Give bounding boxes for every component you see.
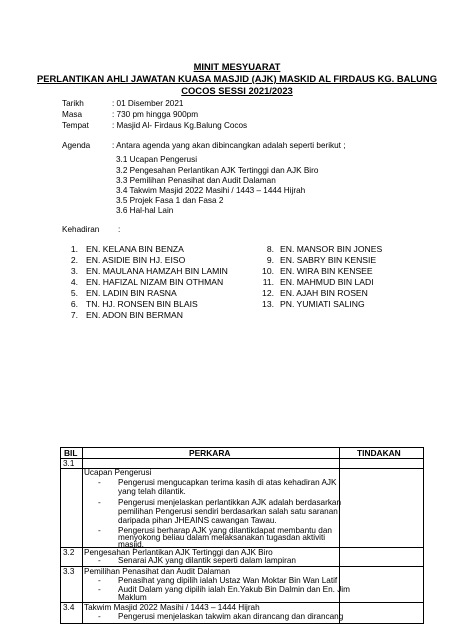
bullet-dash: - <box>98 612 101 621</box>
table-row-text: pemilihan Pengerusi sendiri berdasarkan salah satu saranan <box>118 507 338 516</box>
agenda-item: 3.2 Pengesahan Perlantikan AJK Tertinggi dan AJK Biro <box>116 166 319 175</box>
table-column-divider <box>339 448 340 623</box>
table-row-text: yang telah dilantik. <box>118 487 186 496</box>
attendee-number: 1. <box>70 244 78 254</box>
document-title: MINIT MESYUARAT <box>193 61 281 72</box>
attendee-name: PN. YUMIATI SALING <box>280 299 365 309</box>
table-row-text: Pengerusi menjelaskan perlantikkan AJK adalah berdasarkan <box>118 498 342 507</box>
kehadiran-colon: : <box>118 225 121 234</box>
table-header-perkara: PERKARA <box>189 448 231 458</box>
meta-value-tempat: : Masjid Al- Firdaus Kg.Balung Cocos <box>112 121 248 130</box>
table-row-title: Ucapan Pengerusi <box>84 468 152 477</box>
agenda-intro: : Antara agenda yang akan dibincangkan adalah seperti berikut ; <box>112 141 346 150</box>
bullet-dash: - <box>98 556 101 565</box>
table-row-bil: 3.3 <box>63 567 75 576</box>
meta-label-masa: Masa <box>62 110 83 119</box>
table-row-text: Maklum <box>118 593 147 602</box>
meta-label-tempat: Tempat <box>62 121 89 130</box>
agenda-label: Agenda <box>62 141 91 150</box>
table-row-title: Pemilihan Penasihat dan Audit Dalaman <box>84 567 231 576</box>
table-row-text: menyokong beliau dalam melaksanakan tugasdan aktiviti <box>118 533 326 542</box>
attendee-number: 11. <box>262 277 274 287</box>
attendee-name: EN. SABRY BIN KENSIE <box>280 255 377 265</box>
attendee-number: 6. <box>70 299 78 309</box>
attendee-name: EN. KELANA BIN BENZA <box>86 244 184 254</box>
meta-value-tarikh: : 01 Disember 2021 <box>112 99 184 108</box>
attendee-name: EN. AJAH BIN ROSEN <box>280 288 368 298</box>
table-row-bil: 3.1 <box>63 459 75 468</box>
document-subtitle-line2: COCOS SESSI 2021/2023 <box>181 85 293 96</box>
table-row-text: daripada pihan JHEAINS cawangan Tawau. <box>118 516 277 525</box>
bullet-dash: - <box>98 478 101 487</box>
agenda-item: 3.6 Hal-hal Lain <box>116 206 174 215</box>
table-row-text: Pengerusi menjelaskan takwim akan dirancang dan dirancang <box>118 612 344 621</box>
agenda-item: 3.1 Ucapan Pengerusi <box>116 155 198 164</box>
attendee-number: 8. <box>266 244 274 254</box>
table-row-title: Pengesahan Perlantikan AJK Tertinggi dan AJK Biro <box>84 548 273 557</box>
table-row-bil: 3.4 <box>63 603 75 612</box>
agenda-item: 3.5 Projek Fasa 1 dan Fasa 2 <box>116 196 224 205</box>
attendee-name: EN. ADON BIN BERMAN <box>86 310 183 320</box>
table-row-text: Pengerusi berharap AJK yang dilantikdapat membantu dan <box>118 526 332 535</box>
attendee-name: TN. HJ. RONSEN BIN BLAIS <box>86 299 198 309</box>
attendee-name: EN. MAULANA HAMZAH BIN LAMIN <box>86 266 228 276</box>
table-row-text: Audit Dalam yang dipilih ialah En.Yakub Bin Dalmin dan En. Jim <box>118 585 350 594</box>
attendee-number: 9. <box>266 255 274 265</box>
document-subtitle-line1: PERLANTIKAN AHLI JAWATAN KUASA MASJID (AJK) MASKID AL FIRDAUS KG. BALUNG <box>37 73 437 84</box>
kehadiran-label: Kehadiran <box>62 225 100 234</box>
agenda-item: 3.4 Takwim Masjid 2022 Masihi / 1443 – 1444 Hijrah <box>116 186 306 195</box>
minutes-table <box>60 447 424 624</box>
table-row-text: Pengerusi mengucapkan terima kasih di atas kehadiran AJK <box>118 478 337 487</box>
bullet-dash: - <box>98 526 101 535</box>
table-row-text: masjid. <box>118 540 144 549</box>
agenda-item: 3.3 Pemilihan Penasihat dan Audit Dalaman <box>116 176 276 185</box>
table-header-tindakan: TINDAKAN <box>357 448 401 458</box>
table-row-bil: 3.2 <box>63 548 75 557</box>
attendee-name: EN. MAHMUD BIN LADI <box>280 277 374 287</box>
attendee-name: EN. ASIDIE BIN HJ. EISO <box>86 255 186 265</box>
attendee-number: 2. <box>70 255 78 265</box>
meta-value-masa: : 730 pm hingga 900pm <box>112 110 199 119</box>
meta-label-tarikh: Tarikh <box>62 99 84 108</box>
attendee-number: 3. <box>70 266 78 276</box>
attendee-number: 5. <box>70 288 78 298</box>
attendee-name: EN. WIRA BIN KENSEE <box>280 266 373 276</box>
attendee-number: 4. <box>70 277 78 287</box>
attendee-number: 13. <box>262 299 274 309</box>
attendee-name: EN. MANSOR BIN JONES <box>280 244 383 254</box>
table-row-text: Penasihat yang dipilih ialah Ustaz Wan Moktar Bin Wan Latif <box>118 576 338 585</box>
attendee-name: EN. LADIN BIN RASNA <box>86 288 177 298</box>
bullet-dash: - <box>98 498 101 507</box>
table-header-bil: BIL <box>64 448 78 458</box>
attendee-number: 10. <box>262 266 274 276</box>
attendee-name: EN. HAFIZAL NIZAM BIN OTHMAN <box>86 277 224 287</box>
table-row-title: Takwim Masjid 2022 Masihi / 1443 – 1444 Hijrah <box>84 603 260 612</box>
table-column-divider <box>82 448 83 623</box>
table-row-divider <box>61 458 423 459</box>
attendee-number: 12. <box>262 288 274 298</box>
attendee-number: 7. <box>70 310 78 320</box>
bullet-dash: - <box>98 585 101 594</box>
table-row-text: Senarai AJK yang dilantik seperti dalam lampiran <box>118 556 296 565</box>
bullet-dash: - <box>98 576 101 585</box>
